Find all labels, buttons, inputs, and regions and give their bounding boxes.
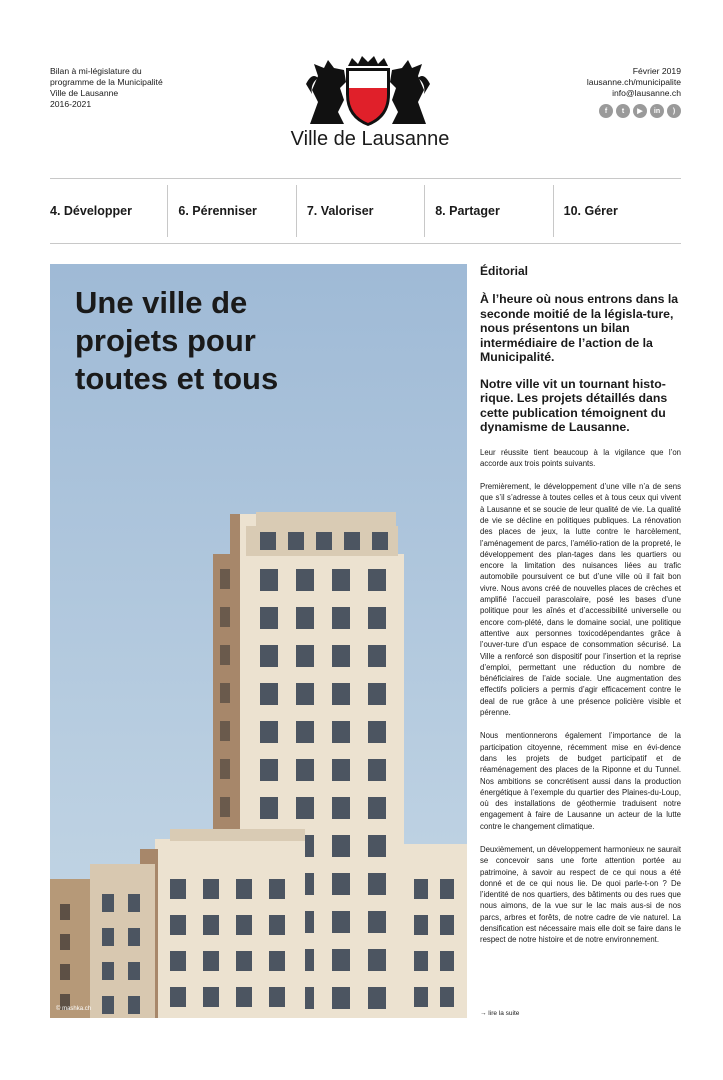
tower-upper-side [230, 514, 240, 556]
publication-info-line: 2016-2021 [50, 99, 92, 109]
tower-window [260, 759, 278, 781]
low-window [170, 879, 186, 899]
low-window [269, 951, 285, 971]
facebook-icon[interactable]: f [599, 104, 613, 118]
tower-window [332, 949, 350, 971]
tower-window [332, 835, 350, 857]
low-window [128, 928, 140, 946]
tower-window [368, 645, 386, 667]
nav-item-perenniser[interactable]: 6. Pérenniser [168, 185, 296, 237]
tower-window [260, 721, 278, 743]
tower-window [368, 683, 386, 705]
tower-window [368, 607, 386, 629]
tower-window [368, 835, 386, 857]
tower-side-window [220, 721, 230, 741]
low-window [60, 964, 70, 980]
low-window [102, 962, 114, 980]
linkedin-icon[interactable]: in [650, 104, 664, 118]
low-window [128, 962, 140, 980]
read-more-link[interactable]: → lire la suite [480, 1010, 520, 1017]
low-window [203, 951, 219, 971]
tower-window [260, 569, 278, 591]
editorial-column [480, 264, 681, 958]
twitter-icon[interactable]: t [616, 104, 630, 118]
social-links [587, 104, 681, 118]
tower-window [296, 797, 314, 819]
tower-window [332, 569, 350, 591]
rss-icon[interactable]: ) [667, 104, 681, 118]
youtube-icon[interactable]: ▶ [633, 104, 647, 118]
low-window [269, 879, 285, 899]
tower-window [296, 721, 314, 743]
low-building-right [404, 844, 467, 1018]
tower-side-window [220, 683, 230, 703]
body-paragraph: Deuxièmement, un développement harmonieux ne saurait se concevoir sans une forte attention portée au patrimoine, à savoir au respect de ce qui nous a été donné et de ce qui nous lie. De quoi parle-t-on ? De l’identité de nos quartiers, des bâtiments ou des rues que nous aimons, de la vue sur le lac mais aus-si de nos parcs, arbres et forêts, de notre cadre de vie naturel. La densification est nécessaire mais elle doit se faire dans le respect de notre histoire et de notre environnement. [480, 845, 681, 945]
nav-item-developper[interactable]: 4. Développer [50, 185, 168, 237]
publication-info-line: Ville de Lausanne [50, 88, 119, 98]
lead-paragraph: À l’heure où nous entrons dans la seconde moitié de la législa-ture, nous présentons un bilan intermédiaire de l’action de la Municipalité. [480, 292, 679, 364]
attic-window [260, 532, 276, 550]
low-window [128, 996, 140, 1014]
tower-window [332, 607, 350, 629]
tower-window [332, 911, 350, 933]
tower-window [368, 721, 386, 743]
low-window [102, 894, 114, 912]
email-link[interactable]: info@lausanne.ch [612, 88, 681, 98]
low-window [128, 894, 140, 912]
tower-window [368, 759, 386, 781]
low-window [60, 904, 70, 920]
nav-item-valoriser[interactable]: 7. Valoriser [297, 185, 425, 237]
lead-paragraph: Notre ville vit un tournant histo-rique. Les projets détaillés dans cette publication témoignent du dynamisme de Lausanne. [480, 376, 668, 434]
low-window [440, 987, 454, 1007]
nav-item-partager[interactable]: 8. Partager [425, 185, 553, 237]
tower-window [260, 797, 278, 819]
lausanne-crest-logo [304, 54, 432, 128]
low-window [170, 951, 186, 971]
publication-info [50, 66, 163, 110]
website-link[interactable]: lausanne.ch/municipalite [586, 77, 681, 87]
tower-window [296, 569, 314, 591]
hero-illustration [50, 264, 467, 1018]
section-nav [50, 178, 681, 244]
tower-window [332, 759, 350, 781]
body-paragraph: Leur réussite tient beaucoup à la vigilance que l’on accorde aux trois points suivants. [480, 447, 681, 468]
low-building-far [90, 864, 155, 1018]
body-paragraph: Premièrement, le développement d’une ville n’a de sens que s’il s’adresse à toutes celles et à tous ceux qui vivent à Lausanne et se soucie de leur qualité de vie. La qualité de vie se décline en politiques publiques. La rénovation des places de jeux, la lutte contre le harcèlement, l’aménagement de parcs, l’amélio-ration de la propreté, le développement des plan-tages dans les quartiers ou encore la limitation des nuisances liées au trafic automobile poursuivent ce but d’une ville où il fait bon vivre. Nous avons créé de nouvelles places de crèches et amplifié l’accueil parascolaire, posé les bases d’une politique pour les aînés et d’accessibilité universelle ou encore com-plété, dans le domaine social, une politique attentive aux personnes toxicodépendantes grâce à l’ouver-ture d’un espace de consommation sécurisé. La Ville a renforcé son dispositif pour l’insertion et la reprise d’emploi, permettant une réduction du nombre de bénéficiaires de l’aide sociale. Une augmentation des effectifs policiers a permis d’agir efficacement contre le deal de rue grâce à une présence policière visible et pérenne. [480, 482, 681, 718]
low-window [203, 879, 219, 899]
low-window [60, 934, 70, 950]
low-window [440, 879, 454, 899]
low-window [269, 915, 285, 935]
tower-window [368, 797, 386, 819]
body-paragraph: Nous mentionnerons également l’importance de la participation citoyenne, récemment mise en évi-dence dans les projets de budget participatif et de réaménagement des places de la Riponne et du Tunnel. Nos ambitions se concrétisent aussi dans la production énergétique à l’exemple du quartier des Plaines-du-Loup, où des installations de géothermie traduisent notre engagement à faire de Lausanne un acteur de la lutte contre le changement climatique. [480, 731, 681, 831]
tower-window [368, 949, 386, 971]
tower-side-window [220, 645, 230, 665]
attic-window [316, 532, 332, 550]
tower-side-window [220, 797, 230, 817]
hero-title: Une ville de projets pour toutes et tous [75, 285, 279, 396]
tower-window [368, 873, 386, 895]
tower-window [332, 987, 350, 1009]
nav-item-gerer[interactable]: 10. Gérer [563, 204, 618, 218]
low-window [236, 915, 252, 935]
tower-side-window [220, 759, 230, 779]
attic-window [288, 532, 304, 550]
low-window [236, 951, 252, 971]
publication-info-line: programme de la Municipalité [50, 77, 163, 87]
low-window [236, 879, 252, 899]
tower-window [368, 911, 386, 933]
low-window [269, 987, 285, 1007]
low-window [203, 915, 219, 935]
tower-window [260, 683, 278, 705]
tower-window [332, 645, 350, 667]
attic-window [344, 532, 360, 550]
tower-window [332, 873, 350, 895]
low-window [440, 951, 454, 971]
brand-name: Ville de Lausanne [290, 128, 450, 150]
low-window [102, 996, 114, 1014]
low-window [414, 951, 428, 971]
tower-window [296, 683, 314, 705]
tower-side-window [220, 569, 230, 589]
contact-info [587, 66, 681, 118]
tower-window [260, 645, 278, 667]
low-window [414, 879, 428, 899]
tower-window [296, 645, 314, 667]
tower-window [368, 987, 386, 1009]
low-window [170, 987, 186, 1007]
low-window [102, 928, 114, 946]
low-window [236, 987, 252, 1007]
tower-roof [256, 512, 396, 526]
low-window [203, 987, 219, 1007]
publication-date: Février 2019 [632, 66, 681, 76]
low-window [170, 915, 186, 935]
low-window [414, 915, 428, 935]
tower-window [332, 721, 350, 743]
tower-window [260, 607, 278, 629]
tower-window [296, 759, 314, 781]
tower-window [296, 607, 314, 629]
tower-window [368, 569, 386, 591]
low-building-left-roof [170, 829, 305, 841]
tower-side-window [220, 607, 230, 627]
low-window [440, 915, 454, 935]
image-credit: © mashka.ch [56, 1006, 92, 1012]
editorial-label: Éditorial [480, 264, 529, 278]
tower-window [332, 797, 350, 819]
attic-window [372, 532, 388, 550]
low-window [414, 987, 428, 1007]
tower-window [332, 683, 350, 705]
publication-info-line: Bilan à mi-législature du [50, 66, 142, 76]
